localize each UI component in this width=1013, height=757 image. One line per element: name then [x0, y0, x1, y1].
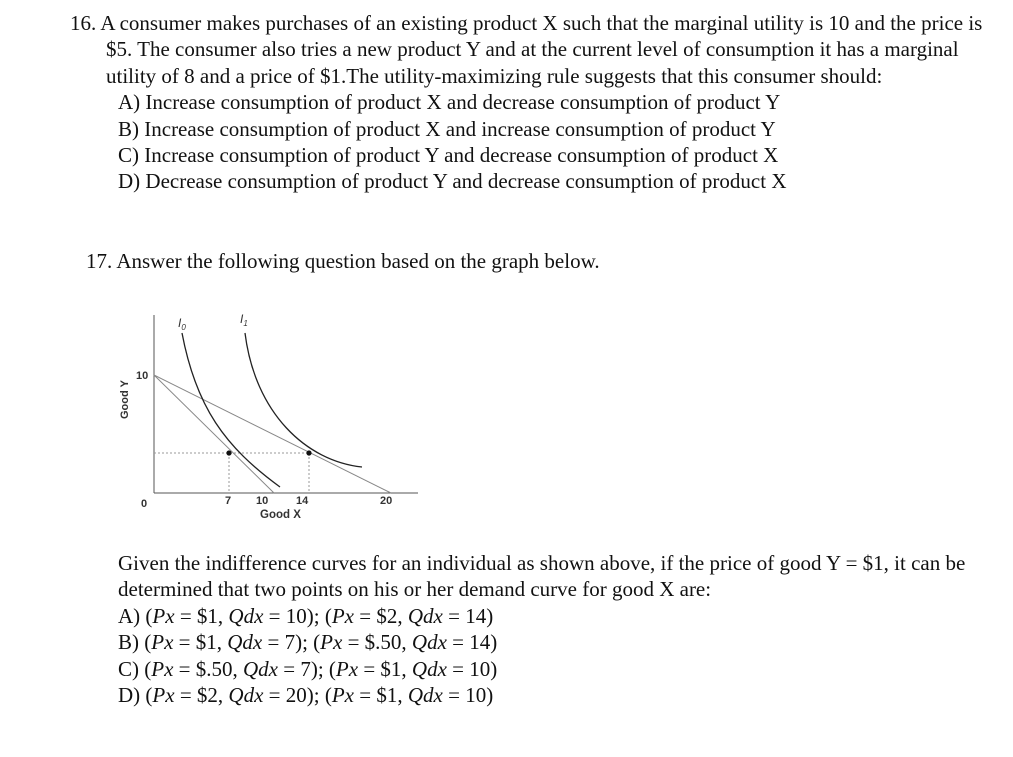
qdx-label: Qdx: [407, 683, 443, 708]
choice-letter: A): [118, 603, 141, 628]
tangency-point-1: [226, 450, 231, 455]
quantity-value: 14: [469, 630, 491, 655]
price-value: $1: [380, 656, 402, 681]
budget-line-2: [154, 375, 391, 493]
x-tick-7: 7: [225, 495, 232, 507]
quantity-value: 7: [300, 656, 311, 681]
indifference-curve-i1: [245, 333, 362, 467]
px-label: Px: [335, 656, 359, 681]
question-16-choice-b[interactable]: B) Increase consumption of product X and increase consumption of product Y: [118, 116, 776, 141]
choice-letter: D): [118, 683, 141, 708]
question-16: [70, 10, 990, 195]
graph-svg: [110, 305, 430, 530]
question-16-number: 16.: [70, 11, 97, 35]
question-17-choice-d[interactable]: D) (Px = $2, Qdx = 20); (Px = $1, Qdx = 10): [118, 683, 494, 708]
price-value: $.50: [195, 656, 233, 681]
curve-label-i0: $I_0$: [178, 316, 186, 332]
px-label: Px: [331, 683, 354, 708]
price-value: $1: [195, 630, 217, 655]
qdx-label: Qdx: [411, 630, 447, 655]
indifference-curve-i0: [182, 333, 280, 487]
price-value: $.50: [364, 630, 402, 655]
question-16-choice-d[interactable]: D) Decrease consumption of product Y and decrease consumption of product X: [118, 169, 787, 194]
y-tick-10: 10: [136, 370, 149, 382]
question-17-choice-b[interactable]: B) (Px = $1, Qdx = 7); (Px = $.50, Qdx = 14): [118, 630, 498, 655]
indifference-curve-graph: [110, 305, 430, 530]
x-tick-20: 20: [380, 495, 393, 507]
question-17-number: 17.: [86, 249, 113, 273]
question-16-choice-a[interactable]: A) Increase consumption of product X and decrease consumption of product Y: [118, 90, 781, 115]
qdx-label: Qdx: [228, 683, 264, 708]
quantity-value: 14: [465, 603, 487, 628]
x-axis-label: Good X: [260, 509, 301, 521]
x-tick-10: 10: [256, 495, 269, 507]
question-16-stem: [70, 10, 990, 89]
question-17-choice-a[interactable]: A) (Px = $1, Qdx = 10); (Px = $2, Qdx = 14): [118, 603, 494, 628]
px-label: Px: [152, 683, 175, 708]
question-17-choices: [118, 603, 988, 709]
choice-letter: C): [118, 656, 139, 681]
question-17-intro-text: Answer the following question based on the graph below.: [116, 249, 600, 273]
qdx-label: Qdx: [407, 603, 443, 628]
quantity-value: 10: [469, 656, 491, 681]
question-16-text: A consumer makes purchases of an existing product X such that the marginal utility is 10 and the price is $5. The consumer also tries a new product Y and at the current level of consumption it has a marginal utility of 8 and a price of $1.The utility-maximizing rule suggests that this consumer should:: [100, 11, 983, 88]
px-label: Px: [151, 630, 174, 655]
question-16-choice-c[interactable]: C) Increase consumption of product Y and decrease consumption of product X: [118, 143, 779, 168]
x-tick-14: 14: [296, 495, 309, 507]
price-value: $2: [376, 603, 398, 628]
qdx-label: Qdx: [243, 656, 278, 681]
curve-label-i1: $I_1$: [240, 312, 248, 328]
quantity-value: 10: [285, 603, 307, 628]
quantity-value: 20: [285, 683, 307, 708]
question-17-body: [118, 550, 988, 708]
price-value: $1: [376, 683, 398, 708]
tangency-point-2: [306, 450, 311, 455]
qdx-label: Qdx: [228, 603, 264, 628]
question-17-intro: [86, 248, 600, 274]
y-axis-label: Good Y: [119, 380, 131, 419]
question-17-text: Given the indifference curves for an individual as shown above, if the price of good Y = $1, it can be determined that two points on his or her demand curve for good X are:: [118, 551, 966, 602]
qdx-label: Qdx: [227, 630, 263, 655]
quantity-value: 10: [465, 683, 487, 708]
choice-letter: B): [118, 630, 139, 655]
price-value: $2: [196, 683, 218, 708]
px-label: Px: [331, 603, 354, 628]
px-label: Px: [152, 603, 175, 628]
question-17-choice-c[interactable]: C) (Px = $.50, Qdx = 7); (Px = $1, Qdx = 10): [118, 656, 498, 681]
px-label: Px: [151, 656, 174, 681]
qdx-label: Qdx: [411, 656, 447, 681]
price-value: $1: [196, 603, 218, 628]
budget-line-1: [154, 375, 274, 493]
question-16-choices: [70, 89, 990, 195]
quantity-value: 7: [284, 630, 296, 655]
px-label: Px: [320, 630, 343, 655]
origin-label: 0: [141, 498, 148, 510]
